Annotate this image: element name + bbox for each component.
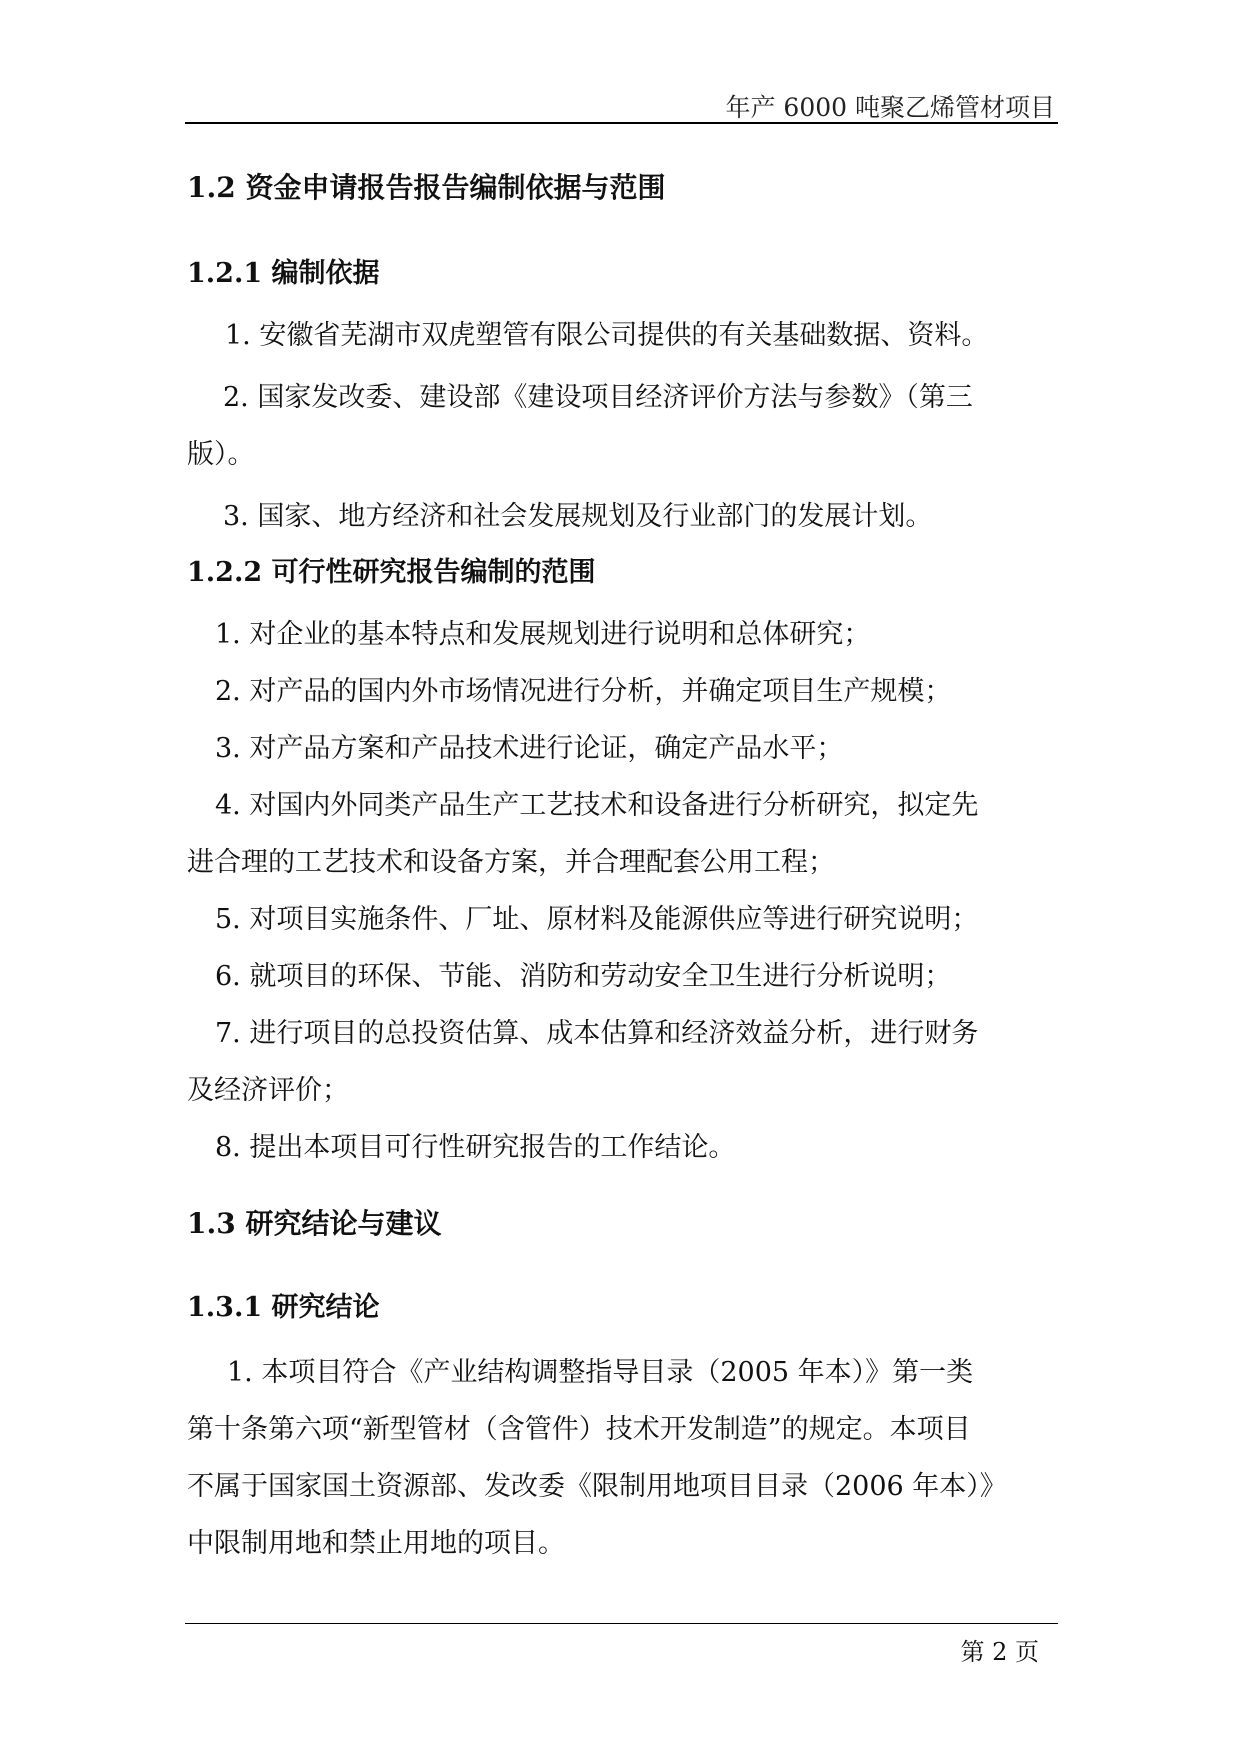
scope-item-8: 8. 提出本项目可行性研究报告的工作结论。 [215, 1132, 736, 1163]
basis-item-2: 2. 国家发改委、建设部《建设项目经济评价方法与参数》（第三 [223, 382, 973, 413]
section-1-2-2-title: 1.2.2 可行性研究报告编制的范围 [187, 557, 596, 588]
scope-item-4-cont: 进合理的工艺技术和设备方案，并合理配套公用工程； [187, 847, 835, 878]
section-1-2-1-title: 1.2.1 编制依据 [187, 258, 380, 289]
footer-divider [185, 1623, 1058, 1624]
scope-item-3: 3. 对产品方案和产品技术进行论证，确定产品水平； [215, 733, 844, 764]
scope-item-6: 6. 就项目的环保、节能、消防和劳动安全卫生进行分析说明； [215, 961, 952, 992]
basis-item-2-cont: 版）。 [187, 439, 255, 470]
header-divider [185, 122, 1058, 124]
scope-item-1: 1. 对企业的基本特点和发展规划进行说明和总体研究； [215, 619, 871, 650]
scope-item-7: 7. 进行项目的总投资估算、成本估算和经济效益分析，进行财务 [215, 1018, 979, 1049]
section-1-2-title: 1.2 资金申请报告报告编制依据与范围 [187, 171, 666, 204]
scope-item-5: 5. 对项目实施条件、厂址、原材料及能源供应等进行研究说明； [215, 904, 979, 935]
basis-item-1: 1. 安徽省芜湖市双虎塑管有限公司提供的有关基础数据、资料。 [225, 320, 989, 351]
section-1-3-1-title: 1.3.1 研究结论 [187, 1292, 380, 1323]
scope-item-2: 2. 对产品的国内外市场情况进行分析，并确定项目生产规模； [215, 676, 952, 707]
scope-item-4: 4. 对国内外同类产品生产工艺技术和设备进行分析研究，拟定先 [215, 790, 979, 821]
page-number: 第 2 页 [960, 1638, 1039, 1666]
conclusion-line-4: 中限制用地和禁止用地的项目。 [187, 1528, 565, 1559]
header-title: 年产 6000 吨聚乙烯管材项目 [725, 93, 1055, 122]
conclusion-line-2: 第十条第六项“新型管材（含管件）技术开发制造”的规定。本项目 [187, 1414, 971, 1445]
conclusion-line-1: 1. 本项目符合《产业结构调整指导目录（2005 年本）》第一类 [227, 1357, 974, 1388]
conclusion-line-3: 不属于国家国土资源部、发改委《限制用地项目目录（2006 年本）》 [187, 1471, 1007, 1502]
scope-item-7-cont: 及经济评价； [187, 1075, 349, 1106]
basis-item-3: 3. 国家、地方经济和社会发展规划及行业部门的发展计划。 [223, 501, 933, 532]
document-body [187, 160, 1057, 1572]
section-1-3-title: 1.3 研究结论与建议 [187, 1207, 442, 1240]
